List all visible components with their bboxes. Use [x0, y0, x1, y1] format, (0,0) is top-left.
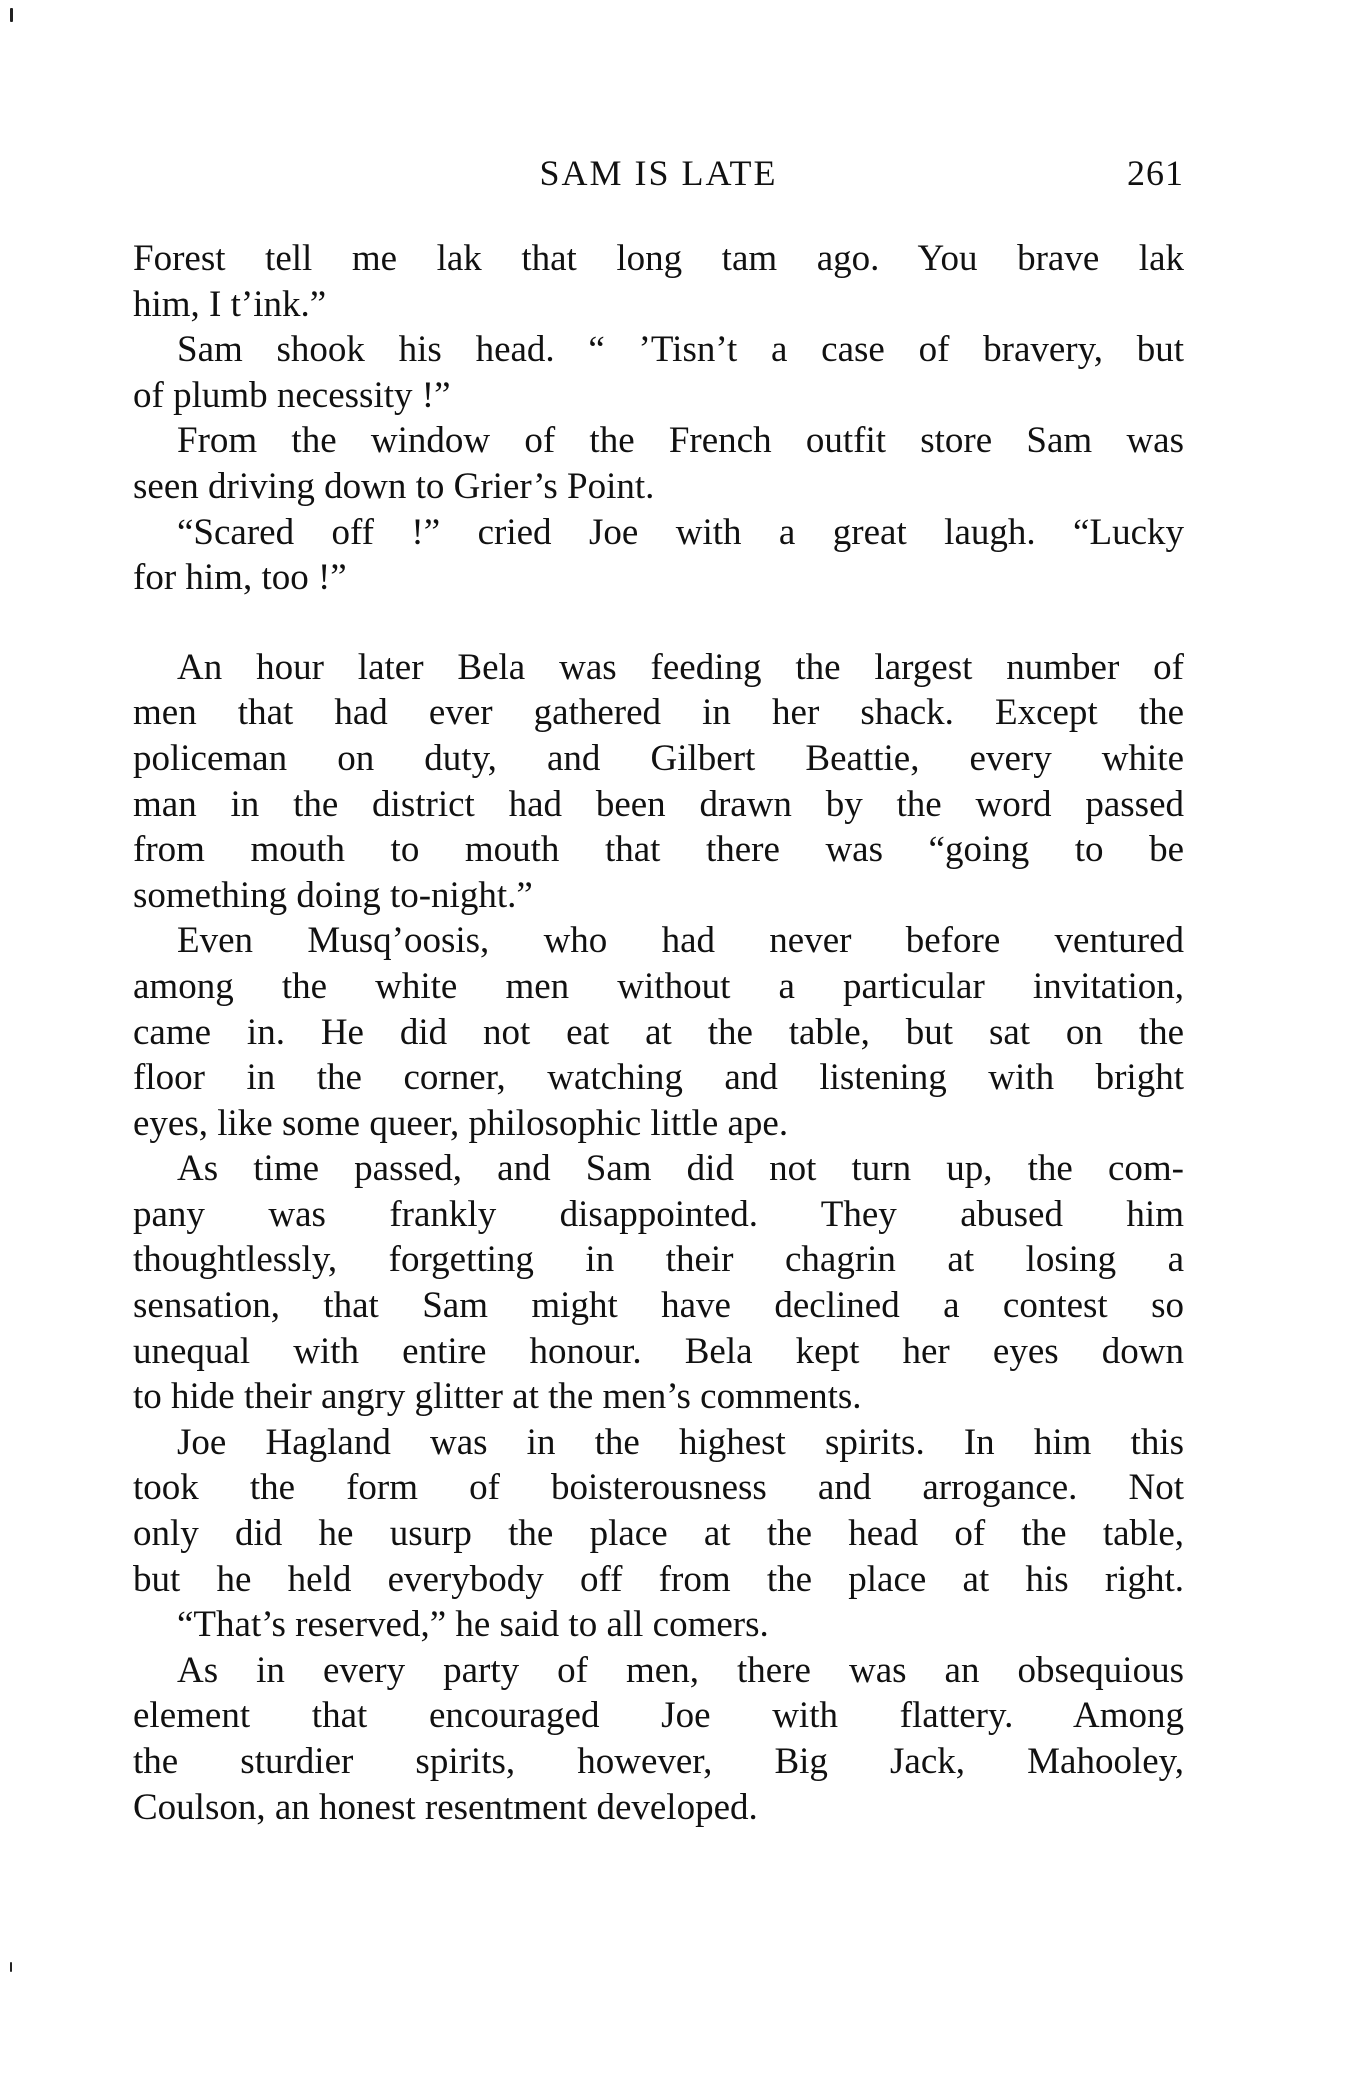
text-line: him, I t’ink.” — [133, 283, 327, 325]
body-text — [133, 236, 1184, 1830]
text-line: among the white men without a particular invitation, — [133, 965, 1184, 1007]
text-line: Sam shook his head. “ ’Tisn’t a case of bravery, but — [177, 329, 1184, 371]
text-line: man in the district had been drawn by the word passed — [133, 783, 1184, 825]
text-line: As in every party of men, there was an obsequious — [177, 1649, 1184, 1691]
text-line: Even Musq’oosis, who had never before ventured — [177, 920, 1184, 962]
text-line: to hide their angry glitter at the men’s comments. — [133, 1376, 862, 1418]
text-line: eyes, like some queer, philosophic little ape. — [133, 1102, 789, 1144]
text-line: As time passed, and Sam did not turn up, the com- — [177, 1148, 1184, 1190]
text-line: From the window of the French outfit store Sam was — [177, 420, 1184, 462]
page-number: 261 — [1127, 153, 1184, 193]
text-line: only did he usurp the place at the head of the table, — [133, 1513, 1184, 1555]
text-line: seen driving down to Grier’s Point. — [133, 465, 655, 507]
text-line: Coulson, an honest resentment developed. — [133, 1786, 758, 1828]
text-line: policeman on duty, and Gilbert Beattie, every white — [133, 737, 1184, 779]
text-line: floor in the corner, watching and listening with bright — [133, 1057, 1184, 1099]
text-line: men that had ever gathered in her shack. Except the — [133, 692, 1184, 734]
text-line: sensation, that Sam might have declined a contest so — [133, 1285, 1184, 1327]
running-title: SAM IS LATE — [539, 153, 778, 193]
text-line: of plumb necessity !” — [133, 374, 451, 416]
text-line: pany was frankly disappointed. They abused him — [133, 1193, 1184, 1235]
section-break — [133, 601, 1184, 645]
text-line: Joe Hagland was in the highest spirits. In him this — [177, 1421, 1184, 1463]
text-line: something doing to-night.” — [133, 874, 533, 916]
text-line: came in. He did not eat at the table, but sat on the — [133, 1011, 1184, 1053]
text-line: the sturdier spirits, however, Big Jack, Mahooley, — [133, 1741, 1184, 1782]
text-line: “That’s reserved,” he said to all comers. — [177, 1604, 769, 1646]
text-line: unequal with entire honour. Bela kept her eyes down — [133, 1330, 1184, 1372]
text-line: thoughtlessly, forgetting in their chagrin at losing a — [133, 1239, 1184, 1281]
text-line: “Scared off !” cried Joe with a great laugh. “Lucky — [177, 511, 1184, 553]
text-line: Forest tell me lak that long tam ago. You brave lak — [133, 238, 1184, 279]
text-line: element that encouraged Joe with flattery. Among — [133, 1695, 1184, 1737]
scan-mark-bottom-left — [10, 1962, 12, 1972]
running-head — [133, 152, 1184, 208]
text-line: An hour later Bela was feeding the largest number of — [177, 646, 1184, 688]
scan-mark-top-left — [10, 8, 13, 22]
text-line: from mouth to mouth that there was “going to be — [133, 829, 1184, 871]
text-line: for him, too !” — [133, 557, 347, 599]
text-line: but he held everybody off from the place at his right. — [133, 1558, 1184, 1600]
text-line: took the form of boisterousness and arrogance. Not — [133, 1467, 1184, 1509]
